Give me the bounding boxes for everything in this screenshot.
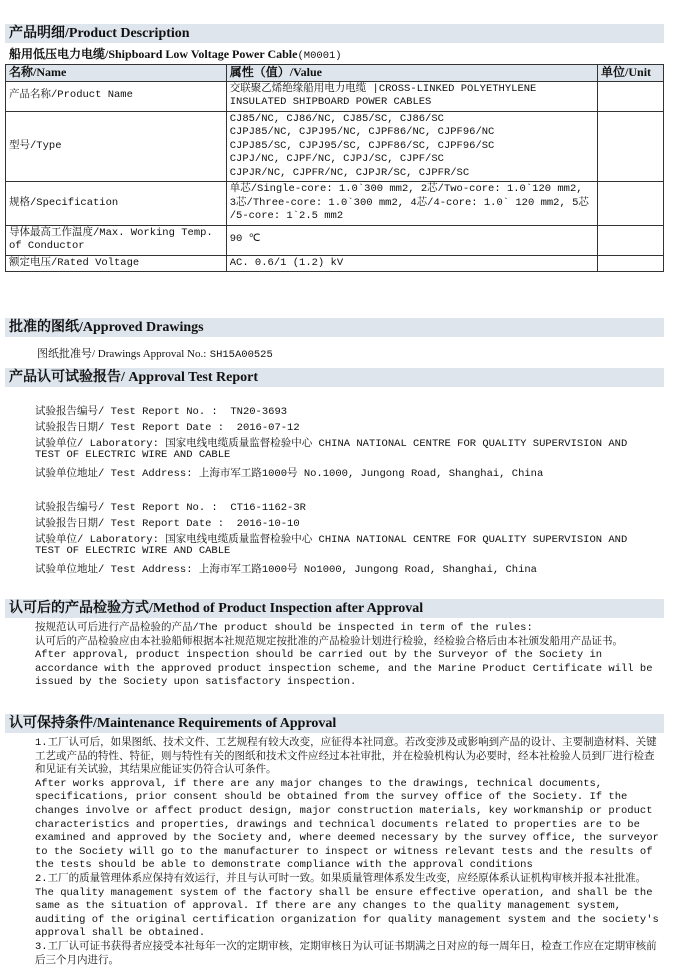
value-line: 3芯/Three-core: 1.0`300 mm2, 4芯/4-core: 1.0` 120 mm2, 5芯 [229,196,589,209]
table-row [6,225,664,255]
section-heading-maintenance: 认可保持条件/Maintenance Requirements of Approval [5,714,664,733]
report-2-lab-cont: TEST OF ELECTRIC WIRE AND CABLE [35,545,231,557]
header-unit: 单位/Unit [598,65,664,82]
drawings-approval [37,345,273,361]
paragraph: 2.工厂的质量管理体系应保持有效运行，并且与认可时一致。如果质量管理体系发生改变，应经原体系认证机构审核并报本社批准。 [35,872,647,885]
paragraph: After approval, product inspection should be carried out by the Surveyor of the Society in accordance with the approved product inspection scheme, and the Marine Product Certificate will be issued by the Society upon satisfactory inspection. [35,649,653,689]
value: 国家电线电缆质量监督检验中心 CHINA NATIONAL CENTRE FOR QUALITY SUPERVISION AND [165,438,628,450]
report-1-no [35,403,287,418]
label: 试验单位地址/ Test Address: [35,468,193,480]
section-heading-inspection: 认可后的产品检验方式/Method of Product Inspection after Approval [5,599,664,618]
value-line: INSULATED SHIPBOARD POWER CABLES [229,96,432,108]
value-line: CJ85/NC, CJ86/NC, CJ85/SC, CJ86/SC [229,112,444,125]
row-value [226,255,597,272]
label: 试验单位/ Laboratory: [35,438,159,450]
report-2-address [35,561,537,576]
value: TN20-3693 [230,406,288,418]
row-name: 型号/Type [6,111,227,182]
header-name: 名称/Name [6,65,227,82]
value: 上海市军工路1000号 No.1000, Jungong Road, Shanghai, China [198,468,544,480]
report-2-lab [35,531,627,546]
label: 试验报告日期/ Test Report Date : [35,422,225,434]
paragraph: After works approval, if there are any major changes to the drawings, technical documents, specifications, prior consent should be obtained from the survey office of the Society. If the changes involve or affect product design, major construction materials, key workmanship or product characteristics and properties, drawings and technical documents related to properties are to be examined and approved by the Society and, where deemed necessary by the survey office, the surveyor to the Society will go to the manufacturer to inspect or witness relevant tests and the results of the tests should be able to demonstrate compliance with the approval conditions [35,777,659,872]
paragraph: 认可后的产品检验应由本社验船师根据本社规范规定按批准的产品检验计划进行检验，经检验合格后由本社颁发船用产品证书。 [35,635,623,648]
paragraph: The quality management system of the factory shall be ensure effective operation, and shall be the same as the situation of approval. If there are any changes to the quality management system, auditing of the original certification organization for quality management system and the society's approval shall be obtained. [35,886,659,940]
label: 试验单位/ Laboratory: [35,534,159,546]
table-row [6,81,664,111]
value-line: 单芯/Single-core: 1.0`300 mm2, 2芯/Two-core: 1.0`120 mm2, [229,183,583,195]
row-name: 产品名称/Product Name [6,81,227,111]
maintenance-text [35,737,660,968]
row-name: 规格/Specification [6,182,227,226]
report-2-date [35,515,300,530]
row-value [226,182,597,226]
report-1-date [35,419,300,434]
product-subtitle [9,45,342,62]
report-1-lab-cont: TEST OF ELECTRIC WIRE AND CABLE [35,449,231,461]
table-row [6,111,664,182]
section-heading-test-report: 产品认可试验报告/ Approval Test Report [5,368,664,387]
value-line: 交联聚乙烯绝缘船用电力电缆 |CROSS-LINKED POLYETHYLENE [229,82,537,95]
label: 试验报告日期/ Test Report Date : [35,518,225,530]
value: 国家电线电缆质量监督检验中心 CHINA NATIONAL CENTRE FOR QUALITY SUPERVISION AND [165,534,628,546]
row-unit [598,225,664,255]
row-name: 导体最高工作温度/Max. Working Temp. of Conductor [6,225,227,255]
row-unit [598,81,664,111]
value-line: /5-core: 1`2.5 mm2 [229,210,344,222]
value-line: 90 ℃ [229,233,261,246]
row-unit [598,255,664,272]
row-unit [598,111,664,182]
report-1-lab [35,435,627,450]
value-line: CJPJ85/SC, CJPJ95/SC, CJPF86/SC, CJPF96/SC [229,139,495,152]
label: 试验单位地址/ Test Address: [35,564,193,576]
paragraph: 1.工厂认可后，如果图纸、技术文件、工艺规程有较大改变，应征得本社同意。若改变涉及或影响到产品的设计、主要制造材料、关键工艺或产品的特性、特征，则与特性有关的图纸和技术文件应经过本社审批，并在检验机构认为必要时，经本社检验人员到厂进行检查和见证有关试验，其结果应能证实仍符合认可条件。 [35,737,657,777]
section-heading-product-description: 产品明细/Product Description [5,24,664,43]
product-code: (M0001) [297,50,342,62]
value: 2016-10-10 [236,518,300,530]
value-line: AC. 0.6/1 (1.2) kV [229,256,344,269]
value-line: CJPJ85/NC, CJPJ95/NC, CJPF86/NC, CJPF96/NC [229,126,495,138]
row-value [226,81,597,111]
drawings-approval-label: 图纸批准号/ Drawings Approval No.: [37,348,207,360]
drawings-approval-number: SH15A00525 [209,349,273,361]
table-header-row [6,65,664,82]
row-name: 额定电压/Rated Voltage [6,255,227,272]
value: 上海市军工路1000号 No1000, Jungong Road, Shanghai, China [198,564,537,576]
value: CT16-1162-3R [230,502,306,514]
table-row [6,255,664,272]
report-2-no [35,499,306,514]
section-heading-approved-drawings: 批准的图纸/Approved Drawings [5,318,664,337]
row-value [226,111,597,182]
label: 试验报告编号/ Test Report No. : [35,406,218,418]
header-value: 属性（值）/Value [226,65,597,82]
report-1-address [35,465,543,480]
inspection-text [35,622,660,690]
row-unit [598,182,664,226]
table-row [6,182,664,226]
value-line: CJPJR/NC, CJPFR/NC, CJPJR/SC, CJPFR/SC [229,166,470,179]
value-line: CJPJ/NC, CJPF/NC, CJPJ/SC, CJPF/SC [229,153,444,165]
product-subtitle-text: 船用低压电力电缆/Shipboard Low Voltage Power Cable [9,47,298,61]
value: 2016-07-12 [236,422,300,434]
paragraph: 按规范认可后进行产品检验的产品/The product should be inspected in term of the rules: [35,622,533,634]
product-spec-table [5,64,664,272]
row-value [226,225,597,255]
paragraph: 3.工厂认可证书获得者应接受本社每年一次的定期审核，定期审核日为认可证书期满之日对应的每一周年日，检查工作应在定期审核前后三个月内进行。 [35,940,657,967]
label: 试验报告编号/ Test Report No. : [35,502,218,514]
